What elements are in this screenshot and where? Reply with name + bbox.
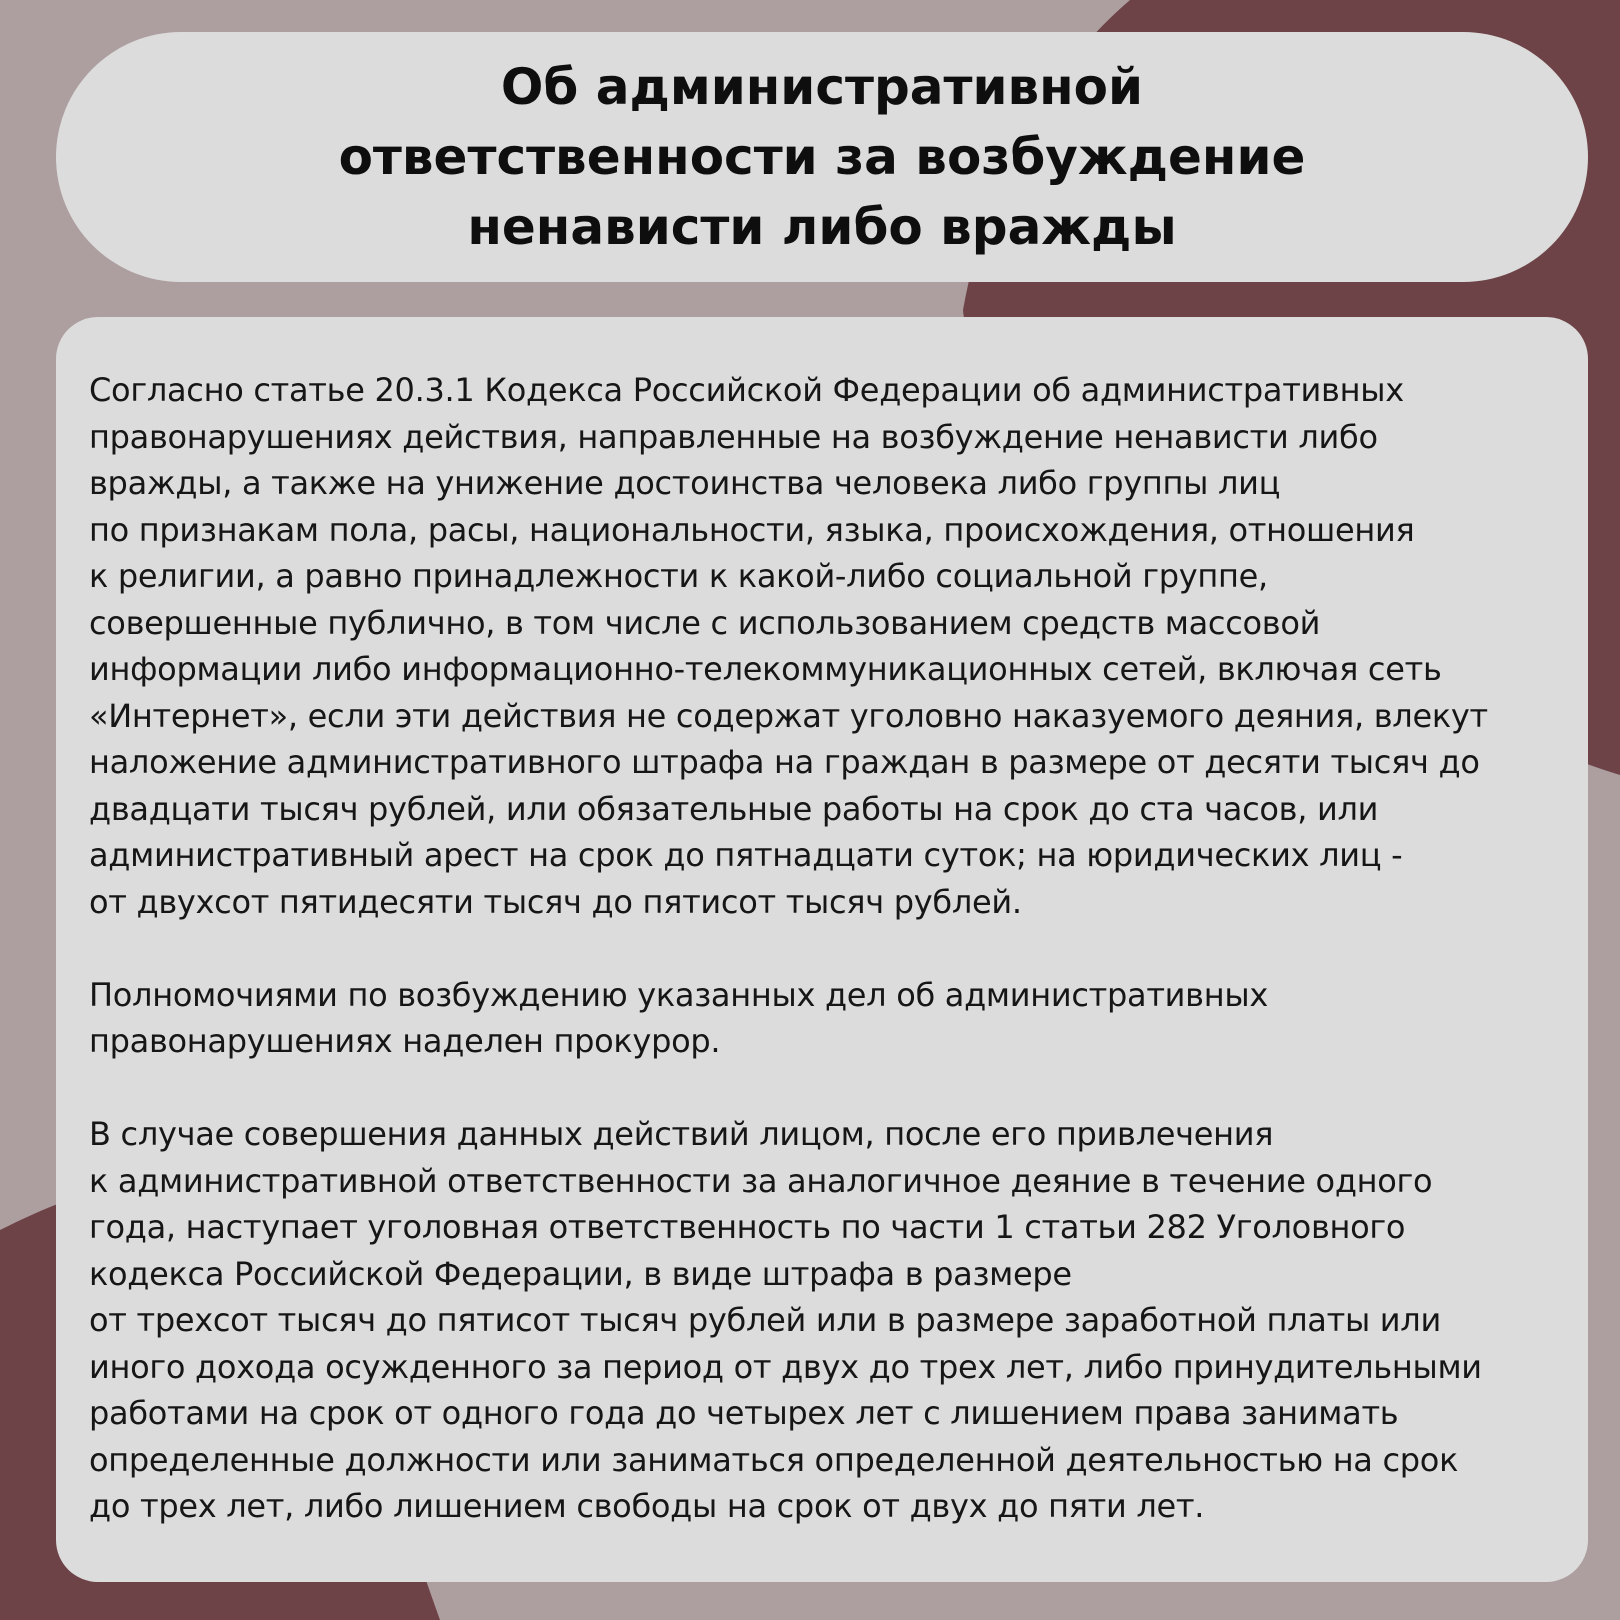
- content-card: [56, 317, 1588, 1582]
- page-title: Об административной ответственности за возбуждение ненависти либо вражды: [338, 58, 1306, 256]
- paragraph-prosecutor: Полномочиями по возбуждению указанных дел об административных правонарушениях наделен прокурор.: [89, 975, 1268, 1060]
- paragraph-article-20-3-1: Согласно статье 20.3.1 Кодекса Российской Федерации об административных правонарушениях действия, направленные на возбуждение ненависти либо вражды, а также на унижение достоинства человека либо группы лиц по признакам пола, расы, национальности, языка, происхождения, отношения к религии, а равно принадлежности к какой-либо социальной группе, совершенные публично, в том числе с использованием средств массовой информации либо информационно-телекоммуникационных сетей, включая сеть «Интернет», если эти действия не содержат уголовно наказуемого деяния, влекут наложение административного штрафа на граждан в размере от десяти тысяч до двадцати тысяч рублей, или обязательные работы на срок до ста часов, или административный арест на срок до пятнадцати суток; на юридических лиц - от двухсот пятидесяти тысяч до пятисот тысяч рублей.: [89, 371, 1488, 921]
- title-card: [56, 32, 1588, 282]
- paragraph-criminal-liability: В случае совершения данных действий лицом, после его привлечения к административной ответственности за аналогичное деяние в течение одного года, наступает уголовная ответственность по части 1 статьи 282 Уголовного кодекса Российской Федерации, в виде штрафа в размере от трехсот тысяч до пятисот тысяч рублей или в размере заработной платы или иного дохода осужденного за период от двух до трех лет, либо принудительными работами на срок от одного года до четырех лет с лишением права занимать определенные должности или заниматься определенной деятельностью на срок до трех лет, либо лишением свободы на срок от двух до пяти лет.: [89, 1115, 1482, 1525]
